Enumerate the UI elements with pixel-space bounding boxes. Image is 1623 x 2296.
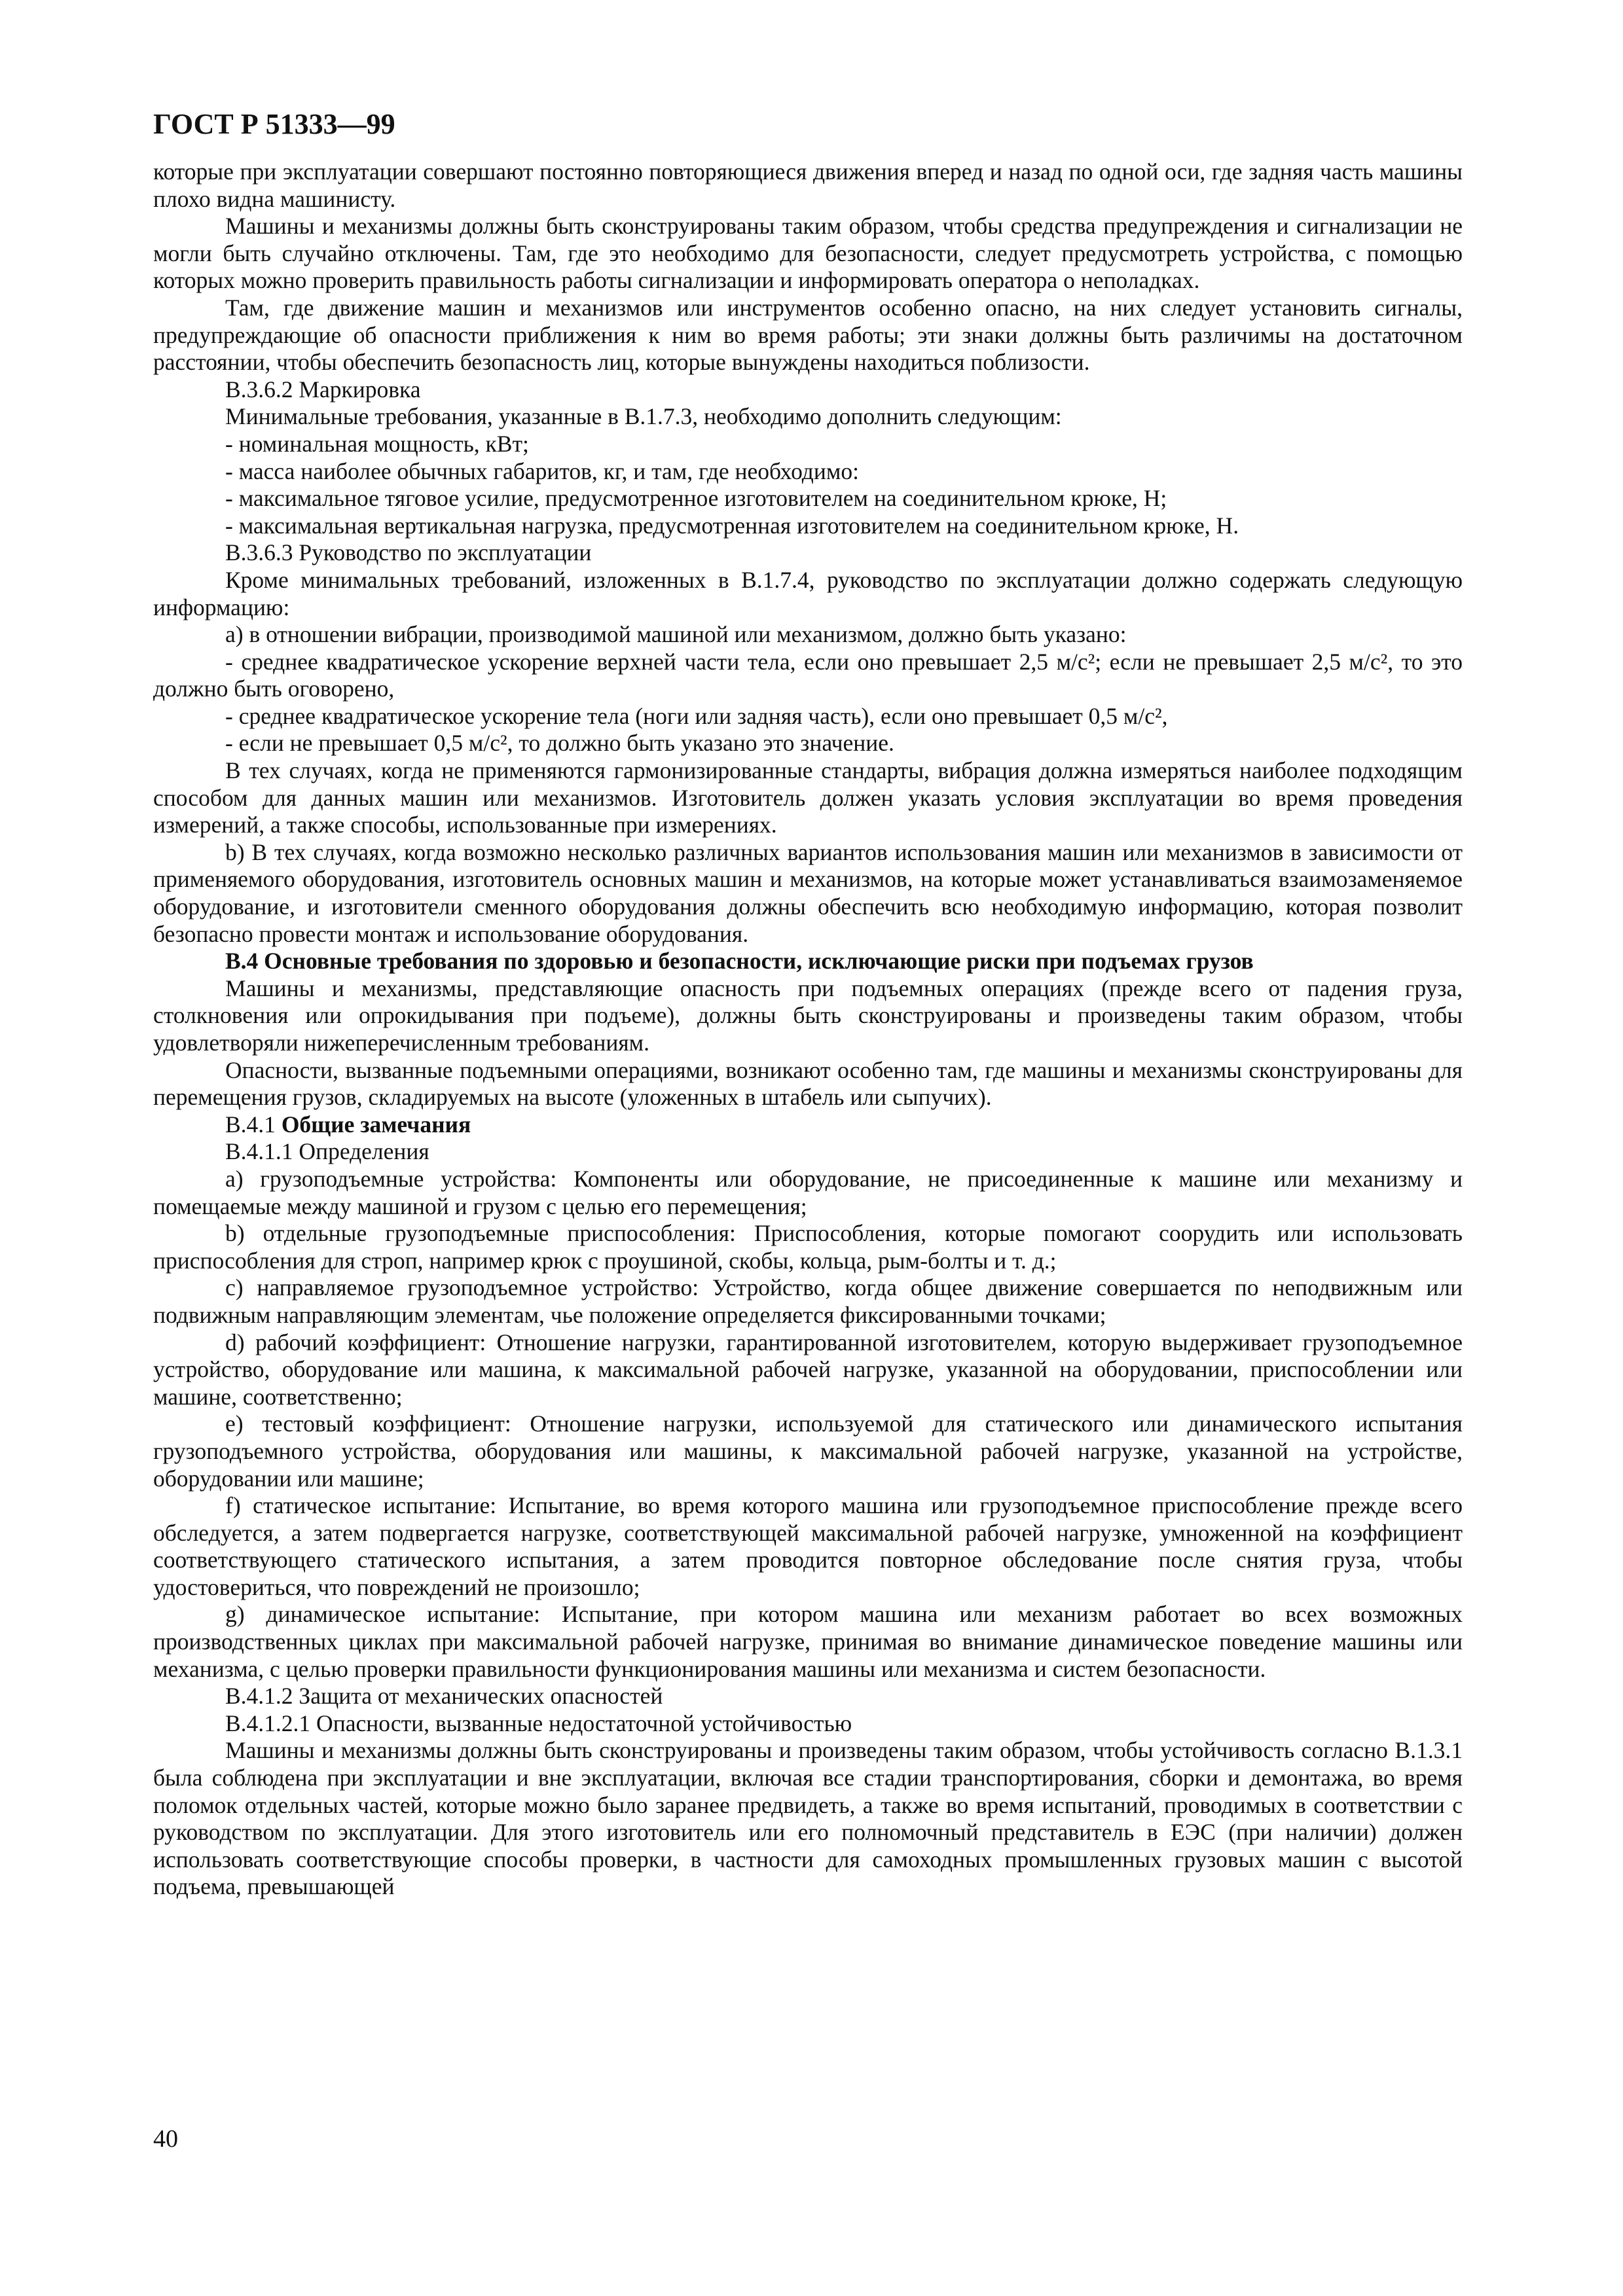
definition-item: g) динамическое испытание: Испытание, при котором машина или механизм работает во всех возможных производственных циклах при максимальной рабочей нагрузке, принимая во внимание динамическое поведение машины или механизма, с целью проверки правильности функционирования машины или механизма и систем безопасности. [153, 1601, 1463, 1682]
paragraph: которые при эксплуатации совершают постоянно повторяющиеся движения вперед и назад по одной оси, где задняя часть машины плохо видна машинисту. [153, 158, 1463, 212]
paragraph: Кроме минимальных требований, изложенных в В.1.7.4, руководство по эксплуатации должно содержать следующую информацию: [153, 566, 1463, 620]
list-item: - если не превышает 0,5 м/с², то должно быть указано это значение. [225, 730, 894, 757]
section-heading: В.3.6.3 Руководство по эксплуатации [225, 539, 592, 566]
section-number: В.4.1 [225, 1111, 276, 1138]
section-heading [153, 1111, 1463, 1139]
section-heading: В.4.1.2 Защита от механических опасностей [225, 1683, 663, 1710]
paragraph: Машины и механизмы должны быть сконструированы и произведены таким образом, чтобы устойчивость согласно В.1.3.1 была соблюдена при эксплуатации и вне эксплуатации, включая все стадии транспортирования, сборки и демонтажа, во время поломок отдельных частей, которые можно было заранее предвидеть, а также во время испытаний, проводимых в соответствии с руководством по эксплуатации. Для этого изготовитель или его полномочный представитель в ЕЭС (при наличии) должен использовать соответствующие способы проверки, в частности для самоходных промышленных грузовых машин с высотой подъема, превышающей [153, 1737, 1463, 1900]
section-heading: В.4.1.1 Определения [225, 1138, 429, 1165]
page-number: 40 [153, 2125, 178, 2153]
definition-item: b) отдельные грузоподъемные приспособления: Приспособления, которые помогают соорудить или использовать приспособления для строп, например крюк с проушиной, скобы, кольца, рым-болты и т. д.; [153, 1220, 1463, 1274]
definition-item: f) статическое испытание: Испытание, во время которого машина или грузоподъемное приспособление прежде всего обследуется, а затем подвергается нагрузке, соответствующей максимальной рабочей нагрузке, умноженной на коэффициент соответствующего статического испытания, а затем проводится повторное обследование после снятия груза, чтобы удостовериться, что повреждений не произошло; [153, 1492, 1463, 1600]
paragraph: Машины и механизмы, представляющие опасность при подъемных операциях (прежде всего от падения груза, столкновения или опрокидывания при подъеме), должны быть сконструированы и произведены таким образом, чтобы удовлетворяли нижеперечисленным требованиям. [153, 975, 1463, 1056]
section-heading: В.3.6.2 Маркировка [225, 376, 421, 403]
paragraph: Машины и механизмы должны быть сконструированы таким образом, чтобы средства предупреждения и сигнализации не могли быть случайно отключены. Там, где это необходимо для безопасности, следует предусмотреть устройства, с помощью которых можно проверить правильность работы сигнализации и информировать оператора о неполадках. [153, 213, 1463, 294]
definition-item: е) тестовый коэффициент: Отношение нагрузки, используемой для статического или динамического испытания грузоподъемного устройства, оборудования или машины, к максимальной рабочей нагрузке, указанной на устройстве, оборудовании или машине; [153, 1410, 1463, 1492]
list-item: а) в отношении вибрации, производимой машиной или механизмом, должно быть указано: [225, 621, 1127, 648]
paragraph: В тех случаях, когда не применяются гармонизированные стандарты, вибрация должна измеряться наиболее подходящим способом для данных машин или механизмов. Изготовитель должен указать условия эксплуатации во время проведения измерений, а также способы, использованные при измерениях. [153, 757, 1463, 838]
definition-item: d) рабочий коэффициент: Отношение нагрузки, гарантированной изготовителем, которую выдерживает грузоподъемное устройство, оборудование или машина, к максимальной рабочей нагрузке, указанной на оборудовании, приспособлении или машине, соответственно; [153, 1329, 1463, 1410]
list-item: - номинальная мощность, кВт; [225, 430, 529, 457]
document-header: ГОСТ Р 51333—99 [153, 108, 395, 140]
list-item: - среднее квадратическое ускорение верхней части тела, если оно превышает 2,5 м/с²; если не превышает 2,5 м/с², то это должно быть оговорено, [153, 648, 1463, 702]
section-heading: В.4.1.2.1 Опасности, вызванные недостаточной устойчивостью [225, 1710, 852, 1736]
list-item: - масса наиболее обычных габаритов, кг, и там, где необходимо: [225, 457, 859, 484]
list-item: - среднее квадратическое ускорение тела (ноги или задняя часть), если оно превышает 0,5 м/с², [225, 702, 1168, 729]
definition-item: а) грузоподъемные устройства: Компоненты или оборудование, не присоединенные к машине или механизму и помещаемые между машиной и грузом с целью его перемещения; [153, 1165, 1463, 1219]
paragraph: Опасности, вызванные подъемными операциями, возникают особенно там, где машины и механизмы сконструированы для перемещения грузов, складируемых на высоте (уложенных в штабель или сыпучих). [153, 1056, 1463, 1111]
section-title: Общие замечания [281, 1111, 471, 1138]
list-item: - максимальная вертикальная нагрузка, предусмотренная изготовителем на соединительном крюке, Н. [225, 512, 1239, 539]
section-heading: В.4 Основные требования по здоровью и безопасности, исключающие риски при подъемах грузов [225, 948, 1254, 975]
document-page [153, 105, 1463, 1901]
definition-item: с) направляемое грузоподъемное устройство: Устройство, когда общее движение совершается по неподвижным или подвижным направляющим элементам, чье положение определяется фиксированными точками; [153, 1274, 1463, 1328]
list-item: - максимальное тяговое усилие, предусмотренное изготовителем на соединительном крюке, Н; [225, 485, 1167, 512]
list-item: b) В тех случаях, когда возможно несколько различных вариантов использования машин или механизмов в зависимости от применяемого оборудования, изготовитель основных машин и механизмов, на которые может устанавливаться взаимозаменяемое оборудование, и изготовители сменного оборудования должны обеспечить всю необходимую информацию, которая позволит безопасно провести монтаж и использование оборудования. [153, 838, 1463, 947]
paragraph: Там, где движение машин и механизмов или инструментов особенно опасно, на них следует установить сигналы, предупреждающие об опасности приближения к ним во время работы; эти знаки должны быть различимы на достаточном расстоянии, чтобы обеспечить безопасность лиц, которые вынуждены находиться поблизости. [153, 294, 1463, 376]
paragraph: Минимальные требования, указанные в В.1.7.3, необходимо дополнить следующим: [225, 403, 1062, 430]
